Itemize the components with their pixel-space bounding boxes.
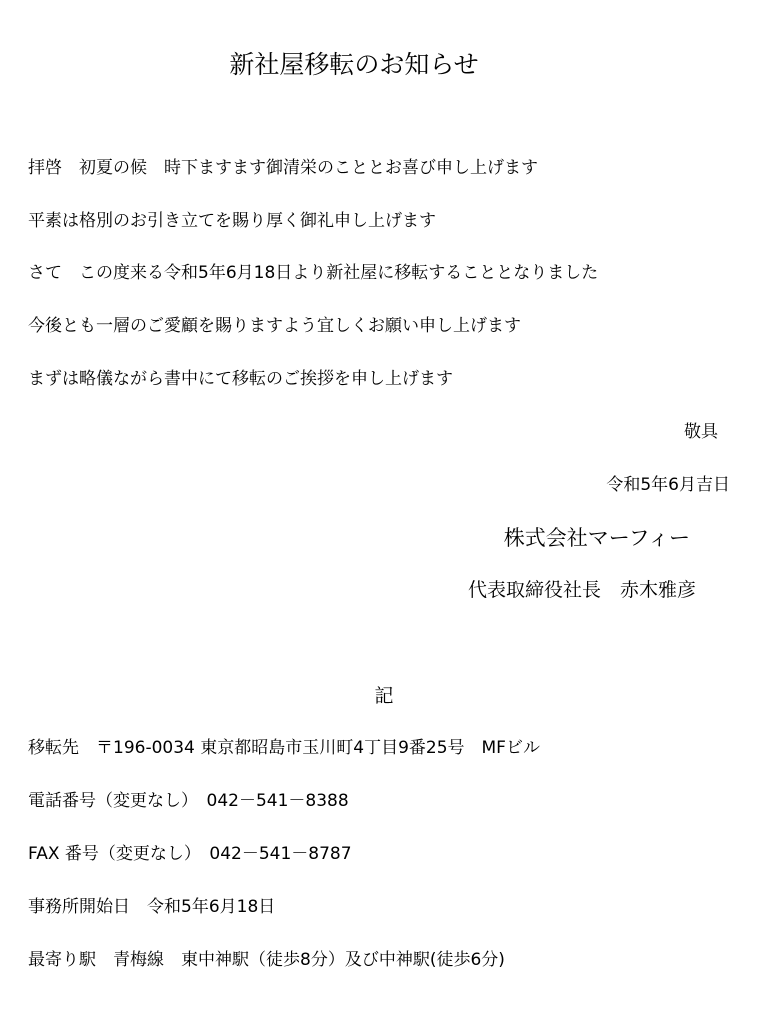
- greeting-line-5: まずは略儀ながら書中にて移転のご挨拶を申し上げます: [28, 369, 453, 389]
- closing-keigu: 敬具: [684, 422, 718, 442]
- letter-date: 令和5年6月吉日: [606, 475, 730, 495]
- greeting-line-3: さて この度来る令和5年6月18日より新社屋に移転することとなりました: [28, 263, 599, 283]
- detail-start-date: 事務所開始日 令和5年6月18日: [28, 897, 276, 917]
- detail-fax: FAX 番号（変更なし） 042－541－8787: [28, 844, 352, 864]
- detail-nearest-station: 最寄り駅 青梅線 東中神駅（徒歩8分）及び中神駅(徒歩6分): [28, 950, 505, 970]
- detail-phone: 電話番号（変更なし） 042－541－8388: [28, 791, 349, 811]
- greeting-line-1: 拝啓 初夏の候 時下ますます御清栄のこととお喜び申し上げます: [28, 158, 538, 178]
- detail-address: 移転先 〒196-0034 東京都昭島市玉川町4丁目9番25号 MFビル: [28, 738, 540, 758]
- representative-name: 代表取締役社長 赤木雅彦: [467, 579, 696, 601]
- ki-heading: 記: [374, 685, 394, 707]
- greeting-line-2: 平素は格別のお引き立てを賜り厚く御礼申し上げます: [28, 211, 436, 231]
- greeting-line-4: 今後とも一層のご愛顧を賜りますよう宜しくお願い申し上げます: [28, 316, 521, 336]
- page-title: 新社屋移転のお知らせ: [229, 50, 479, 79]
- company-name: 株式会社マーフィー: [503, 526, 690, 550]
